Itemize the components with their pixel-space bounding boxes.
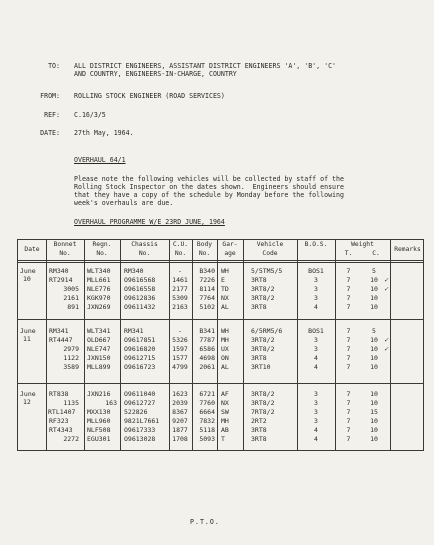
- cell-regn: NLE776: [87, 285, 111, 293]
- cell-body: B341: [199, 327, 215, 335]
- header-divider: [18, 260, 423, 263]
- cell-garage: AB: [221, 426, 229, 434]
- date-value: 27th May, 1964.: [74, 129, 134, 137]
- cell-regn: MLL960: [87, 417, 111, 425]
- header-garage-2: age: [224, 250, 236, 257]
- cell-bos: 3: [314, 336, 318, 344]
- header-weight: Weight: [351, 241, 374, 248]
- cell-weight-t: 7: [346, 267, 351, 275]
- cell-cu: 1708: [172, 435, 188, 443]
- header-date: Date: [24, 246, 40, 253]
- col-divider: [84, 240, 85, 450]
- cell-chassis: O9613028: [124, 435, 156, 443]
- cell-code: 3RT8/2: [251, 294, 275, 302]
- cell-body: 7226: [199, 276, 215, 284]
- cell-bonnet: RT2914: [49, 276, 73, 284]
- cell-chassis: O9612715: [124, 354, 156, 362]
- cell-chassis: O9616820: [124, 345, 156, 353]
- header-weight-t: T.: [344, 250, 353, 257]
- cell-chassis: O9611432: [124, 303, 156, 311]
- cell-cu: 9207: [172, 417, 188, 425]
- cell-bos: 4: [314, 363, 318, 371]
- cell-weight-c: 10: [370, 285, 378, 293]
- cell-code: 3RT10: [251, 363, 271, 371]
- header-garage: Gar-: [222, 241, 238, 248]
- cell-chassis: RM340: [124, 267, 144, 275]
- cell-garage: T: [221, 435, 225, 443]
- cell-garage: NX: [221, 294, 229, 302]
- cell-bos: 4: [314, 303, 318, 311]
- cell-regn: NLE747: [87, 345, 111, 353]
- cell-cu: 1577: [172, 354, 188, 362]
- cell-regn: MXX130: [87, 408, 111, 416]
- header-weight-c: C.: [372, 250, 380, 257]
- cell-weight-c: 10: [370, 294, 378, 302]
- header-body-no: No.: [198, 250, 211, 257]
- cell-code: 3RT8/2: [251, 285, 275, 293]
- cell-weight-t: 7: [346, 336, 351, 344]
- cell-regn: MLL661: [87, 276, 111, 284]
- cell-bonnet: 2161: [63, 294, 79, 302]
- cell-regn: JXN216: [87, 390, 111, 398]
- cell-weight-c: 10: [370, 426, 378, 434]
- cell-regn: 163: [105, 399, 117, 407]
- cell-weight-c: 10: [370, 435, 378, 443]
- cell-bos: 3: [314, 294, 318, 302]
- cell-code: 5/5TM5/5: [251, 267, 283, 275]
- date-label: DATE:: [40, 129, 60, 137]
- cell-bos: 3: [314, 345, 318, 353]
- cell-chassis: O9612727: [124, 399, 156, 407]
- cell-bos: BOS1: [308, 327, 324, 335]
- cell-chassis: O9617333: [124, 426, 156, 434]
- to-line-2: AND COUNTRY, ENGINEERS-IN-CHARGE, COUNTRY: [74, 70, 237, 78]
- cell-garage: AF: [221, 390, 229, 398]
- group-date-day: 12: [23, 398, 31, 406]
- header-bonnet: Bonnet: [53, 241, 77, 248]
- cell-regn: JXN150: [87, 354, 111, 362]
- cell-weight-t: 7: [346, 417, 351, 425]
- cell-bos: 4: [314, 435, 318, 443]
- cell-garage: MH: [221, 336, 229, 344]
- cell-tick: ✓: [384, 285, 389, 293]
- cell-chassis: O9616568: [124, 276, 156, 284]
- cell-cu: 1623: [172, 390, 188, 398]
- header-cu-no: No.: [174, 250, 187, 257]
- cell-bos: 3: [314, 408, 318, 416]
- cell-chassis: 522826: [124, 408, 148, 416]
- cell-chassis: O9612836: [124, 294, 156, 302]
- cell-chassis: O9611040: [124, 390, 156, 398]
- cell-chassis: RM341: [124, 327, 144, 335]
- col-divider: [243, 240, 244, 450]
- cell-regn: WLT340: [87, 267, 111, 275]
- cell-cu: 5326: [172, 336, 188, 344]
- cell-weight-c: 10: [370, 276, 378, 284]
- header-regn-no: No.: [96, 250, 108, 257]
- cell-cu: -: [178, 327, 182, 335]
- cell-weight-c: 5: [372, 327, 376, 335]
- cell-cu: 1461: [172, 276, 188, 284]
- cell-cu: 4799: [172, 363, 188, 371]
- to-line-1: ALL DISTRICT ENGINEERS, ASSISTANT DISTRICT ENGINEERS 'A', 'B', 'C': [74, 62, 337, 70]
- header-bos: B.O.S.: [304, 241, 328, 248]
- cell-weight-c: 10: [370, 345, 378, 353]
- cell-code: 3RT8: [251, 303, 267, 311]
- cell-cu: 1877: [172, 426, 188, 434]
- programme-title: OVERHAUL PROGRAMME W/E 23RD JUNE, 1964: [74, 218, 225, 226]
- cell-cu: 2177: [172, 285, 188, 293]
- cell-weight-c: 10: [370, 303, 378, 311]
- col-divider: [120, 240, 121, 450]
- cell-bos: BOS1: [308, 267, 324, 275]
- cell-weight-c: 10: [370, 354, 378, 362]
- cell-code: 3RT8/2: [251, 390, 275, 398]
- cell-code: 3RT8/2: [251, 399, 275, 407]
- ref-value: C.16/3/5: [74, 111, 106, 119]
- cell-chassis: O9616558: [124, 285, 156, 293]
- cell-cu: 2163: [172, 303, 188, 311]
- cell-code: 3RT8: [251, 426, 267, 434]
- group-date-month: June: [20, 390, 36, 398]
- header-cu: C.U.: [172, 241, 189, 248]
- cell-garage: AL: [221, 303, 229, 311]
- cell-bos: 3: [314, 390, 318, 398]
- cell-code: 3RT8/2: [251, 345, 275, 353]
- cell-code: 3RT8/2: [251, 336, 275, 344]
- to-label: TO:: [48, 62, 60, 70]
- cell-bonnet: RTL1407: [48, 408, 76, 416]
- cell-weight-t: 7: [346, 327, 351, 335]
- cell-garage: UX: [221, 345, 229, 353]
- cell-code: 6/5RM5/6: [251, 327, 283, 335]
- cell-body: B340: [199, 267, 215, 275]
- cell-bos: 4: [314, 426, 318, 434]
- cell-weight-c: 10: [370, 363, 378, 371]
- cell-chassis: 9821L7661: [124, 417, 160, 425]
- cell-weight-t: 7: [346, 408, 351, 416]
- cell-regn: MLL899: [87, 363, 111, 371]
- cell-bos: 3: [314, 417, 318, 425]
- cell-bonnet: 1122: [63, 354, 79, 362]
- para-line-3: that they have a copy of the schedule by Monday before the following: [74, 191, 344, 199]
- cell-weight-c: 10: [370, 417, 378, 425]
- cell-weight-t: 7: [346, 294, 351, 302]
- cell-bos: 3: [314, 285, 318, 293]
- cell-body: 5102: [199, 303, 215, 311]
- cell-garage: SW: [221, 408, 229, 416]
- cell-garage: WH: [221, 267, 229, 275]
- cell-bonnet: 3589: [63, 363, 79, 371]
- cell-body: 6664: [199, 408, 215, 416]
- group-divider: [18, 319, 423, 320]
- cell-weight-c: 10: [370, 399, 378, 407]
- cell-bonnet: RT4447: [49, 336, 73, 344]
- cell-weight-c: 15: [370, 408, 378, 416]
- cell-code: 3RT8: [251, 276, 267, 284]
- cell-bonnet: 2979: [63, 345, 79, 353]
- header-vehicle-code: Code: [262, 250, 278, 257]
- header-chassis-no: No.: [138, 250, 151, 257]
- cell-weight-t: 7: [346, 435, 351, 443]
- cell-code: 7RT8/2: [251, 408, 275, 416]
- overhaul-ref: OVERHAUL 64/1: [74, 156, 126, 164]
- pto-footer: P.T.O.: [190, 518, 220, 526]
- cell-regn: KGK970: [87, 294, 111, 302]
- para-line-1: Please note the following vehicles will be collected by staff of the: [74, 175, 344, 183]
- cell-regn: JXN269: [87, 303, 111, 311]
- cell-regn: EGU301: [87, 435, 111, 443]
- group-divider: [18, 383, 423, 384]
- cell-body: 7760: [199, 399, 215, 407]
- cell-garage: ON: [221, 354, 229, 362]
- cell-body: 2061: [199, 363, 215, 371]
- cell-weight-c: 10: [370, 336, 378, 344]
- cell-tick: ✓: [384, 345, 389, 353]
- cell-garage: MH: [221, 417, 229, 425]
- header-regn: Regn.: [92, 241, 112, 248]
- cell-code: 3RT8: [251, 435, 267, 443]
- cell-body: 6586: [199, 345, 215, 353]
- cell-body: 6721: [199, 390, 215, 398]
- cell-weight-t: 7: [346, 363, 351, 371]
- cell-garage: E: [221, 276, 225, 284]
- cell-weight-t: 7: [346, 399, 351, 407]
- cell-weight-t: 7: [346, 426, 351, 434]
- header-vehicle: Vehicle: [256, 241, 284, 248]
- group-date-month: June: [20, 327, 36, 335]
- cell-regn: WLT341: [87, 327, 111, 335]
- cell-tick: ✓: [384, 336, 389, 344]
- cell-cu: 1597: [172, 345, 188, 353]
- cell-regn: NLF508: [87, 426, 111, 434]
- para-line-4: week's overhauls are due.: [74, 199, 174, 207]
- header-body: Body: [196, 241, 213, 248]
- cell-regn: OLD667: [87, 336, 111, 344]
- cell-body: 7787: [199, 336, 215, 344]
- col-divider: [390, 240, 391, 450]
- ref-label: REF:: [44, 111, 60, 119]
- header-remarks: Remarks: [394, 246, 421, 253]
- group-date-day: 10: [23, 275, 31, 283]
- cell-bonnet: RT4343: [49, 426, 73, 434]
- cell-weight-t: 7: [346, 345, 351, 353]
- cell-weight-c: 5: [372, 267, 376, 275]
- group-date-day: 11: [23, 335, 31, 343]
- cell-bonnet: RT838: [49, 390, 69, 398]
- cell-garage: NX: [221, 399, 229, 407]
- cell-bonnet: RM341: [49, 327, 69, 335]
- cell-bonnet: RF323: [49, 417, 69, 425]
- cell-tick: ✓: [384, 276, 389, 284]
- cell-bonnet: 3005: [63, 285, 79, 293]
- cell-cu: 5309: [172, 294, 188, 302]
- cell-bonnet: RM340: [49, 267, 69, 275]
- header-chassis: Chassis: [131, 241, 158, 248]
- para-line-2: Rolling Stock Inspector on the dates shown. Engineers should ensure: [74, 183, 344, 191]
- cell-garage: AL: [221, 363, 229, 371]
- header-bonnet-no: No.: [59, 250, 71, 257]
- overhaul-table: [17, 239, 424, 451]
- cell-cu: -: [178, 267, 182, 275]
- cell-weight-t: 7: [346, 390, 351, 398]
- cell-body: 5118: [199, 426, 215, 434]
- cell-cu: 2039: [172, 399, 188, 407]
- cell-body: 7764: [199, 294, 215, 302]
- cell-bonnet: 2272: [63, 435, 79, 443]
- col-divider: [46, 240, 47, 450]
- cell-weight-t: 7: [346, 276, 351, 284]
- cell-garage: TD: [221, 285, 229, 293]
- cell-chassis: O9616723: [124, 363, 156, 371]
- cell-body: 5093: [199, 435, 215, 443]
- cell-code: 3RT8: [251, 354, 267, 362]
- cell-chassis: O9617851: [124, 336, 156, 344]
- cell-bonnet: 891: [67, 303, 79, 311]
- cell-cu: 8367: [172, 408, 188, 416]
- cell-code: 2RT2: [251, 417, 267, 425]
- cell-body: 7832: [199, 417, 215, 425]
- from-label: FROM:: [40, 92, 60, 100]
- cell-weight-t: 7: [346, 354, 351, 362]
- cell-garage: WH: [221, 327, 229, 335]
- cell-weight-t: 7: [346, 285, 351, 293]
- group-date-month: June: [20, 267, 36, 275]
- col-divider: [217, 240, 218, 450]
- cell-bos: 3: [314, 276, 318, 284]
- cell-bos: 3: [314, 399, 318, 407]
- from-value: ROLLING STOCK ENGINEER (ROAD SERVICES): [74, 92, 225, 100]
- cell-bonnet: 1135: [63, 399, 79, 407]
- cell-body: 4698: [199, 354, 215, 362]
- cell-body: 8114: [199, 285, 215, 293]
- cell-bos: 4: [314, 354, 318, 362]
- cell-weight-t: 7: [346, 303, 351, 311]
- cell-weight-c: 10: [370, 390, 378, 398]
